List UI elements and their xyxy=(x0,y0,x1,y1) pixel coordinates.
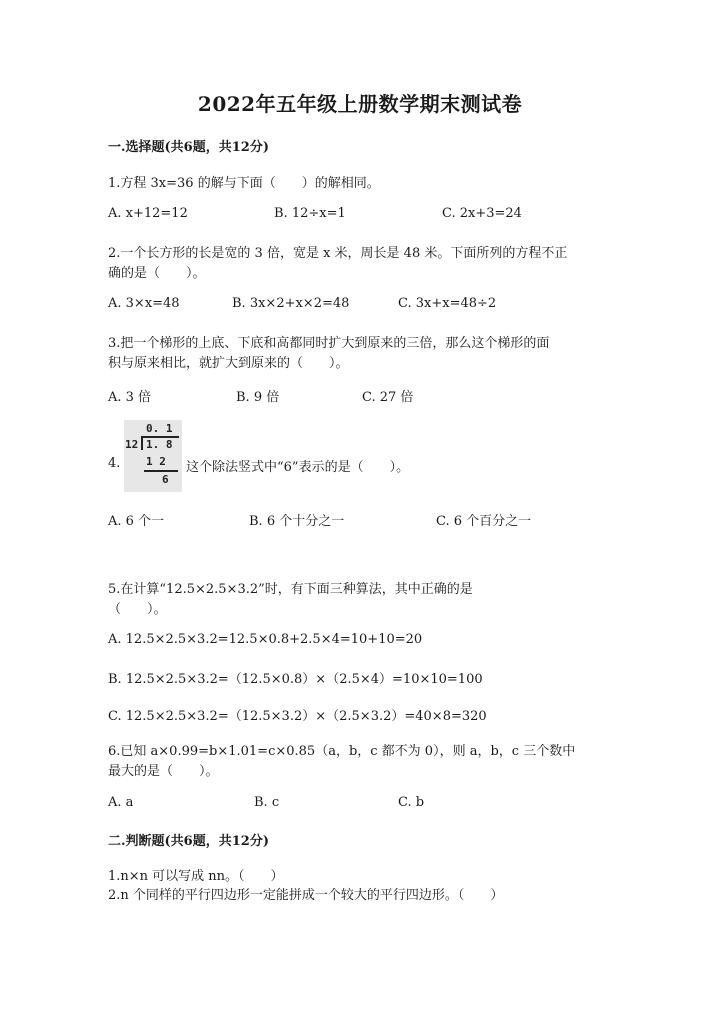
q3-option-c[interactable]: C. 27 倍 xyxy=(362,390,414,405)
division-remainder: 6 xyxy=(162,473,169,486)
question-6-line-1: 6.已知 a×0.99=b×1.01=c×0.85（a，b，c 都不为 0），则 a，b，c 三个数中 xyxy=(108,744,576,759)
division-dividend: 1. 8 xyxy=(146,438,173,451)
long-division-image xyxy=(124,420,182,492)
question-2-line-1: 2.一个长方形的长是宽的 3 倍，宽是 x 米，周长是 48 米。下面所列的方程不正 xyxy=(108,246,568,261)
division-bracket-side xyxy=(141,436,143,450)
q1-option-a[interactable]: A. x+12=12 xyxy=(108,206,188,221)
section-2-heading: 二.判断题(共6题，共12分) xyxy=(108,834,269,849)
q2-option-a[interactable]: A. 3×x=48 xyxy=(108,296,180,311)
question-5-line-1: 5.在计算“12.5×2.5×3.2”时，有下面三种算法，其中正确的是 xyxy=(108,582,473,597)
question-6-line-2: 最大的是（ ）。 xyxy=(108,764,219,779)
question-2-line-2: 确的是（ ）。 xyxy=(108,266,206,281)
q4-option-b[interactable]: B. 6 个十分之一 xyxy=(249,514,345,529)
section-1-heading: 一.选择题(共6题，共12分) xyxy=(108,140,269,155)
question-3-line-1: 3.把一个梯形的上底、下底和高都同时扩大到原来的三倍，那么这个梯形的面 xyxy=(108,336,550,351)
q5-option-b[interactable]: B. 12.5×2.5×3.2=（12.5×0.8）×（2.5×4）=10×10=100 xyxy=(108,672,483,687)
q3-option-b[interactable]: B. 9 倍 xyxy=(236,390,280,405)
question-4-number: 4. xyxy=(108,456,121,471)
q2-option-b[interactable]: B. 3x×2+x×2=48 xyxy=(232,296,350,311)
division-divisor: 12 xyxy=(125,438,139,451)
q5-option-c[interactable]: C. 12.5×2.5×3.2=（12.5×3.2）×（2.5×3.2）=40×8=320 xyxy=(108,709,487,724)
q6-option-c[interactable]: C. b xyxy=(398,795,425,810)
question-1: 1.方程 3x=36 的解与下面（ ）的解相同。 xyxy=(108,176,380,191)
division-subtract-line xyxy=(144,470,178,472)
judgment-item-2: 2.n 个同样的平行四边形一定能拼成一个较大的平行四边形。（ ） xyxy=(108,888,504,903)
page-title: 2022年五年级上册数学期末测试卷 xyxy=(197,92,523,116)
q1-option-b[interactable]: B. 12÷x=1 xyxy=(274,206,346,221)
q2-option-c[interactable]: C. 3x+x=48÷2 xyxy=(398,296,497,311)
q1-option-c[interactable]: C. 2x+3=24 xyxy=(442,206,522,221)
judgment-item-1: 1.n×n 可以写成 nn。（ ） xyxy=(108,869,284,884)
division-quotient: 0. 1 xyxy=(146,422,173,435)
q5-option-a[interactable]: A. 12.5×2.5×3.2=12.5×0.8+2.5×4=10+10=20 xyxy=(108,632,423,647)
q4-option-a[interactable]: A. 6 个一 xyxy=(108,514,165,529)
question-3-line-2: 积与原来相比，就扩大到原来的（ ）。 xyxy=(108,356,349,371)
q3-option-a[interactable]: A. 3 倍 xyxy=(108,390,152,405)
question-4-text: 这个除法竖式中“6”表示的是（ ）。 xyxy=(186,460,410,475)
division-product: 1 2 xyxy=(146,455,166,468)
q6-option-a[interactable]: A. a xyxy=(108,795,134,810)
q4-option-c[interactable]: C. 6 个百分之一 xyxy=(436,514,532,529)
q6-option-b[interactable]: B. c xyxy=(254,795,280,810)
question-5-line-2: （ ）。 xyxy=(108,602,167,617)
